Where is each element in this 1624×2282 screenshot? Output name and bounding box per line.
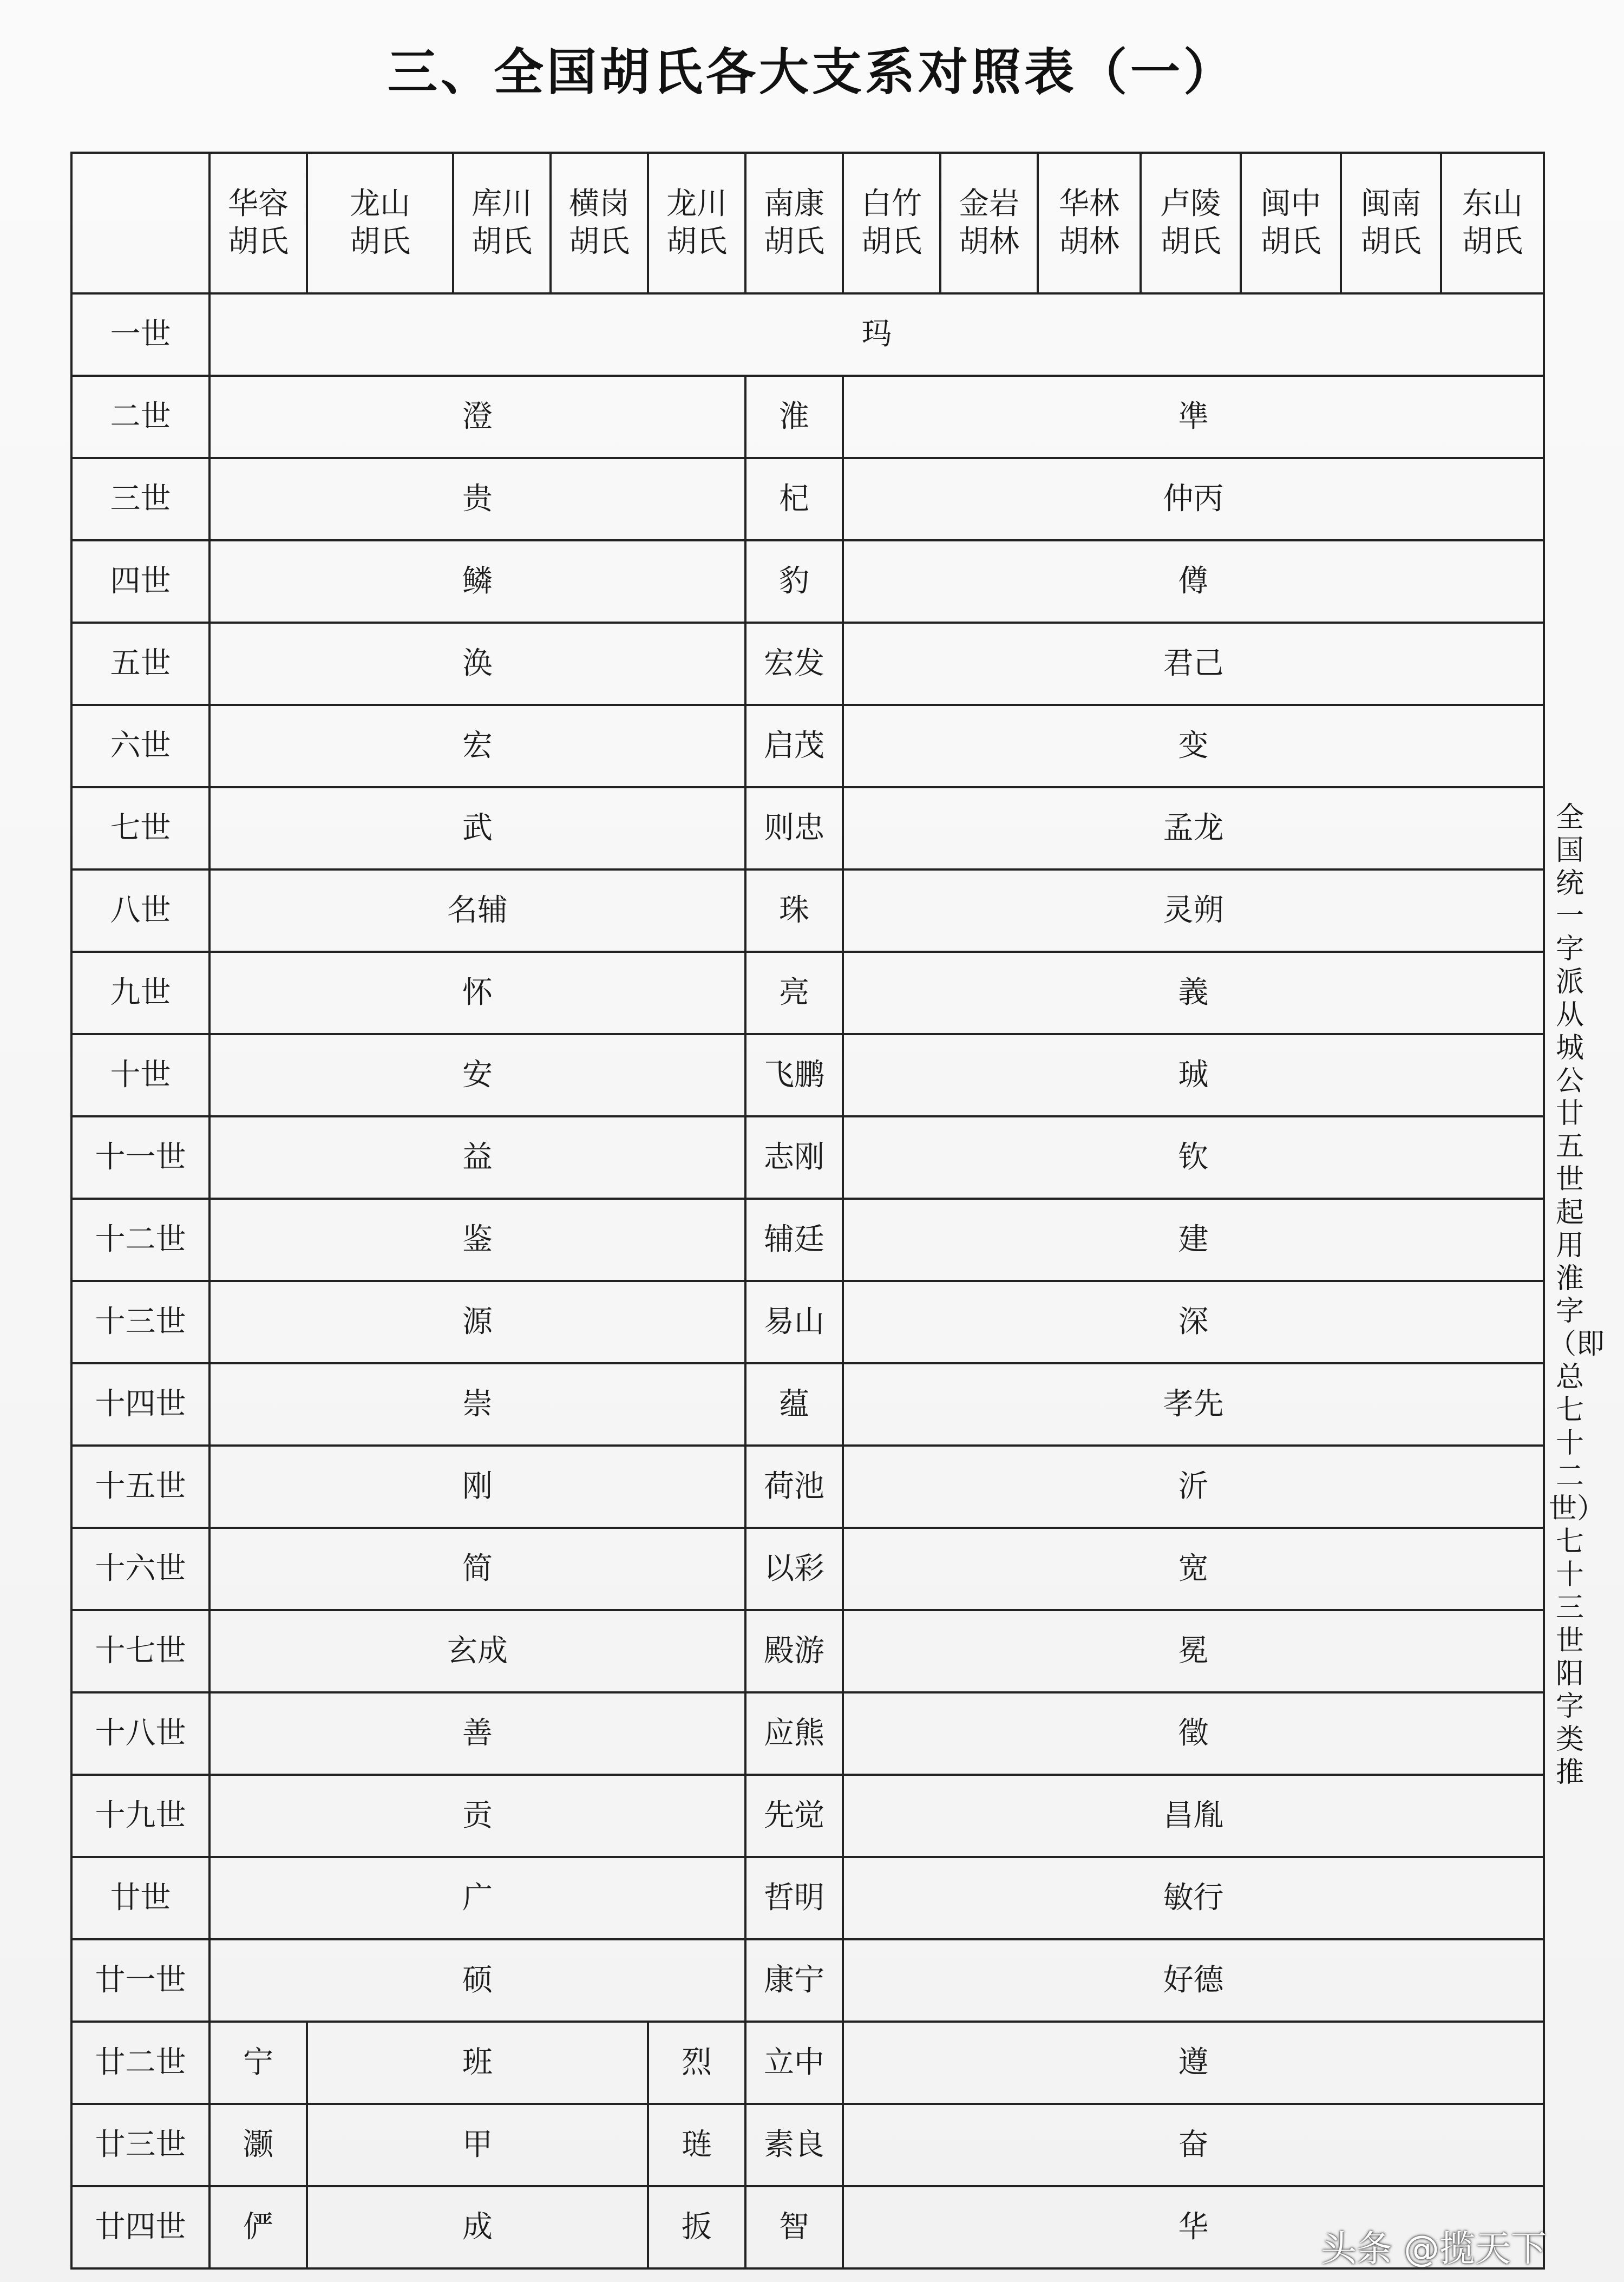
- generation-label: 十七世: [71, 1610, 209, 1692]
- nankang-name-cell: 宏发: [745, 623, 843, 705]
- generation-label: 十一世: [71, 1116, 209, 1199]
- group-a-name-cell: 简: [209, 1528, 745, 1610]
- group-a-name-cell: 贵: [209, 458, 745, 540]
- generation-label: 五世: [71, 623, 209, 705]
- group-c-name-cell: 奋: [843, 2104, 1544, 2186]
- group-c-name-cell: 沂: [843, 1446, 1544, 1528]
- longchuan-name-cell: 琏: [648, 2104, 745, 2186]
- nankang-name-cell: 启茂: [745, 705, 843, 787]
- group-a-name-cell: 澄: [209, 376, 745, 458]
- group-a-name-cell: 善: [209, 1692, 745, 1775]
- page-title: 三、全国胡氏各大支系对照表（一）: [387, 43, 1236, 101]
- generation-label: 二世: [71, 376, 209, 458]
- group-c-name-cell: 君己: [843, 623, 1544, 705]
- nankang-name-cell: 志刚: [745, 1116, 843, 1199]
- column-header: 卢陵 胡氏: [1141, 153, 1241, 293]
- generation-label: 八世: [71, 869, 209, 952]
- genealogy-table: [70, 152, 1545, 2270]
- column-header: 华容 胡氏: [209, 153, 307, 293]
- generation-row: [71, 1281, 1544, 1363]
- generation-row: [71, 293, 1544, 376]
- generation-row: [71, 1034, 1544, 1116]
- column-header: 闽南 胡氏: [1341, 153, 1441, 293]
- nankang-name-cell: 杞: [745, 458, 843, 540]
- column-header: 华林 胡林: [1038, 153, 1141, 293]
- generation-label: 廿世: [71, 1857, 209, 1939]
- group-a-name-cell: 鉴: [209, 1199, 745, 1281]
- group-c-name-cell: 变: [843, 705, 1544, 787]
- corner-cell: [71, 153, 209, 293]
- header-row: [71, 153, 1544, 293]
- nankang-name-cell: 应熊: [745, 1692, 843, 1775]
- generation-row: [71, 458, 1544, 540]
- group-c-name-cell: 仲丙: [843, 458, 1544, 540]
- generation-row: [71, 376, 1544, 458]
- group-a-name-cell: 怀: [209, 952, 745, 1034]
- group-c-name-cell: 孝先: [843, 1363, 1544, 1446]
- generation-row: [71, 1610, 1544, 1692]
- group-c-name-cell: 敏行: [843, 1857, 1544, 1939]
- generation-label: 十六世: [71, 1528, 209, 1610]
- generation-label: 七世: [71, 787, 209, 869]
- generation-row: [71, 1692, 1544, 1775]
- group-a-name-cell: 源: [209, 1281, 745, 1363]
- nankang-name-cell: 则忠: [745, 787, 843, 869]
- group-c-name-cell: 深: [843, 1281, 1544, 1363]
- generation-row: [71, 1199, 1544, 1281]
- column-header: 白竹 胡氏: [843, 153, 940, 293]
- group-c-name-cell: 凖: [843, 376, 1544, 458]
- generation-label: 十二世: [71, 1199, 209, 1281]
- group-a-name-cell: 崇: [209, 1363, 745, 1446]
- column-header: 龙山 胡氏: [307, 153, 453, 293]
- group-a-name-cell: 涣: [209, 623, 745, 705]
- group-c-name-cell: 遵: [843, 2022, 1544, 2104]
- generation-row: [71, 869, 1544, 952]
- group-a-name-cell: 名辅: [209, 869, 745, 952]
- group-a-name-cell: 成: [307, 2186, 648, 2268]
- generation-label: 一世: [71, 293, 209, 376]
- group-c-name-cell: 徵: [843, 1692, 1544, 1775]
- group-a-name-cell: 班: [307, 2022, 648, 2104]
- longchuan-name-cell: 烈: [648, 2022, 745, 2104]
- nankang-name-cell: 立中: [745, 2022, 843, 2104]
- column-header: 龙川 胡氏: [648, 153, 745, 293]
- nankang-name-cell: 先觉: [745, 1775, 843, 1857]
- group-c-name-cell: 建: [843, 1199, 1544, 1281]
- huarong-name-cell: 俨: [209, 2186, 307, 2268]
- column-header: 闽中 胡氏: [1241, 153, 1341, 293]
- generation-label: 十世: [71, 1034, 209, 1116]
- generation-row: [71, 2104, 1544, 2186]
- nankang-name-cell: 殿游: [745, 1610, 843, 1692]
- group-c-name-cell: 珹: [843, 1034, 1544, 1116]
- generation-label: 廿二世: [71, 2022, 209, 2104]
- group-a-name-cell: 宏: [209, 705, 745, 787]
- nankang-name-cell: 以彩: [745, 1528, 843, 1610]
- group-a-name-cell: 广: [209, 1857, 745, 1939]
- group-c-name-cell: 华: [843, 2186, 1544, 2268]
- nankang-name-cell: 荷池: [745, 1446, 843, 1528]
- generation-row: [71, 1116, 1544, 1199]
- group-a-name-cell: 贡: [209, 1775, 745, 1857]
- side-note: 全国统一字派从城公廿五世起用淮字（即总七十二世）七十三世阳字类推: [1548, 801, 1605, 1789]
- generation-label: 四世: [71, 540, 209, 623]
- generation-label: 十八世: [71, 1692, 209, 1775]
- group-c-name-cell: 孟龙: [843, 787, 1544, 869]
- generation-label: 十九世: [71, 1775, 209, 1857]
- generation-label: 九世: [71, 952, 209, 1034]
- nankang-name-cell: 飞鹏: [745, 1034, 843, 1116]
- group-c-name-cell: 宽: [843, 1528, 1544, 1610]
- group-a-name-cell: 甲: [307, 2104, 648, 2186]
- generation-label: 廿一世: [71, 1939, 209, 2022]
- nankang-name-cell: 素良: [745, 2104, 843, 2186]
- group-a-name-cell: 鳞: [209, 540, 745, 623]
- generation-row: [71, 1446, 1544, 1528]
- generation-row: [71, 623, 1544, 705]
- watermark: 头条 @揽天下: [1321, 2228, 1547, 2270]
- group-a-name-cell: 硕: [209, 1939, 745, 2022]
- generation-row: [71, 2022, 1544, 2104]
- generation-label: 十五世: [71, 1446, 209, 1528]
- generation-label: 廿四世: [71, 2186, 209, 2268]
- column-header: 横岗 胡氏: [551, 153, 648, 293]
- nankang-name-cell: 豹: [745, 540, 843, 623]
- group-c-name-cell: 僔: [843, 540, 1544, 623]
- nankang-name-cell: 易山: [745, 1281, 843, 1363]
- generation-label: 十三世: [71, 1281, 209, 1363]
- generation-row: [71, 1528, 1544, 1610]
- generation-row: [71, 1775, 1544, 1857]
- column-header: 金岩 胡林: [940, 153, 1038, 293]
- group-c-name-cell: 冕: [843, 1610, 1544, 1692]
- nankang-name-cell: 辅廷: [745, 1199, 843, 1281]
- generation-row: [71, 1857, 1544, 1939]
- generation-label: 十四世: [71, 1363, 209, 1446]
- group-a-name-cell: 刚: [209, 1446, 745, 1528]
- group-a-name-cell: 武: [209, 787, 745, 869]
- nankang-name-cell: 康宁: [745, 1939, 843, 2022]
- nankang-name-cell: 淮: [745, 376, 843, 458]
- generation-row: [71, 787, 1544, 869]
- nankang-name-cell: 珠: [745, 869, 843, 952]
- group-a-name-cell: 玄成: [209, 1610, 745, 1692]
- generation-label: 三世: [71, 458, 209, 540]
- generation-row: [71, 705, 1544, 787]
- column-header: 东山 胡氏: [1441, 153, 1544, 293]
- column-header: 南康 胡氏: [745, 153, 843, 293]
- huarong-name-cell: 灏: [209, 2104, 307, 2186]
- nankang-name-cell: 哲明: [745, 1857, 843, 1939]
- group-a-name-cell: 安: [209, 1034, 745, 1116]
- group-c-name-cell: 義: [843, 952, 1544, 1034]
- longchuan-name-cell: 扳: [648, 2186, 745, 2268]
- shared-name-cell: 玛: [209, 293, 1544, 376]
- group-c-name-cell: 灵朔: [843, 869, 1544, 952]
- generation-label: 六世: [71, 705, 209, 787]
- group-c-name-cell: 钦: [843, 1116, 1544, 1199]
- group-a-name-cell: 益: [209, 1116, 745, 1199]
- column-header: 库川 胡氏: [453, 153, 551, 293]
- huarong-name-cell: 宁: [209, 2022, 307, 2104]
- group-c-name-cell: 好德: [843, 1939, 1544, 2022]
- generation-row: [71, 1939, 1544, 2022]
- generation-row: [71, 1363, 1544, 1446]
- nankang-name-cell: 蕴: [745, 1363, 843, 1446]
- generation-row: [71, 540, 1544, 623]
- generation-label: 廿三世: [71, 2104, 209, 2186]
- nankang-name-cell: 亮: [745, 952, 843, 1034]
- group-c-name-cell: 昌胤: [843, 1775, 1544, 1857]
- generation-row: [71, 952, 1544, 1034]
- nankang-name-cell: 智: [745, 2186, 843, 2268]
